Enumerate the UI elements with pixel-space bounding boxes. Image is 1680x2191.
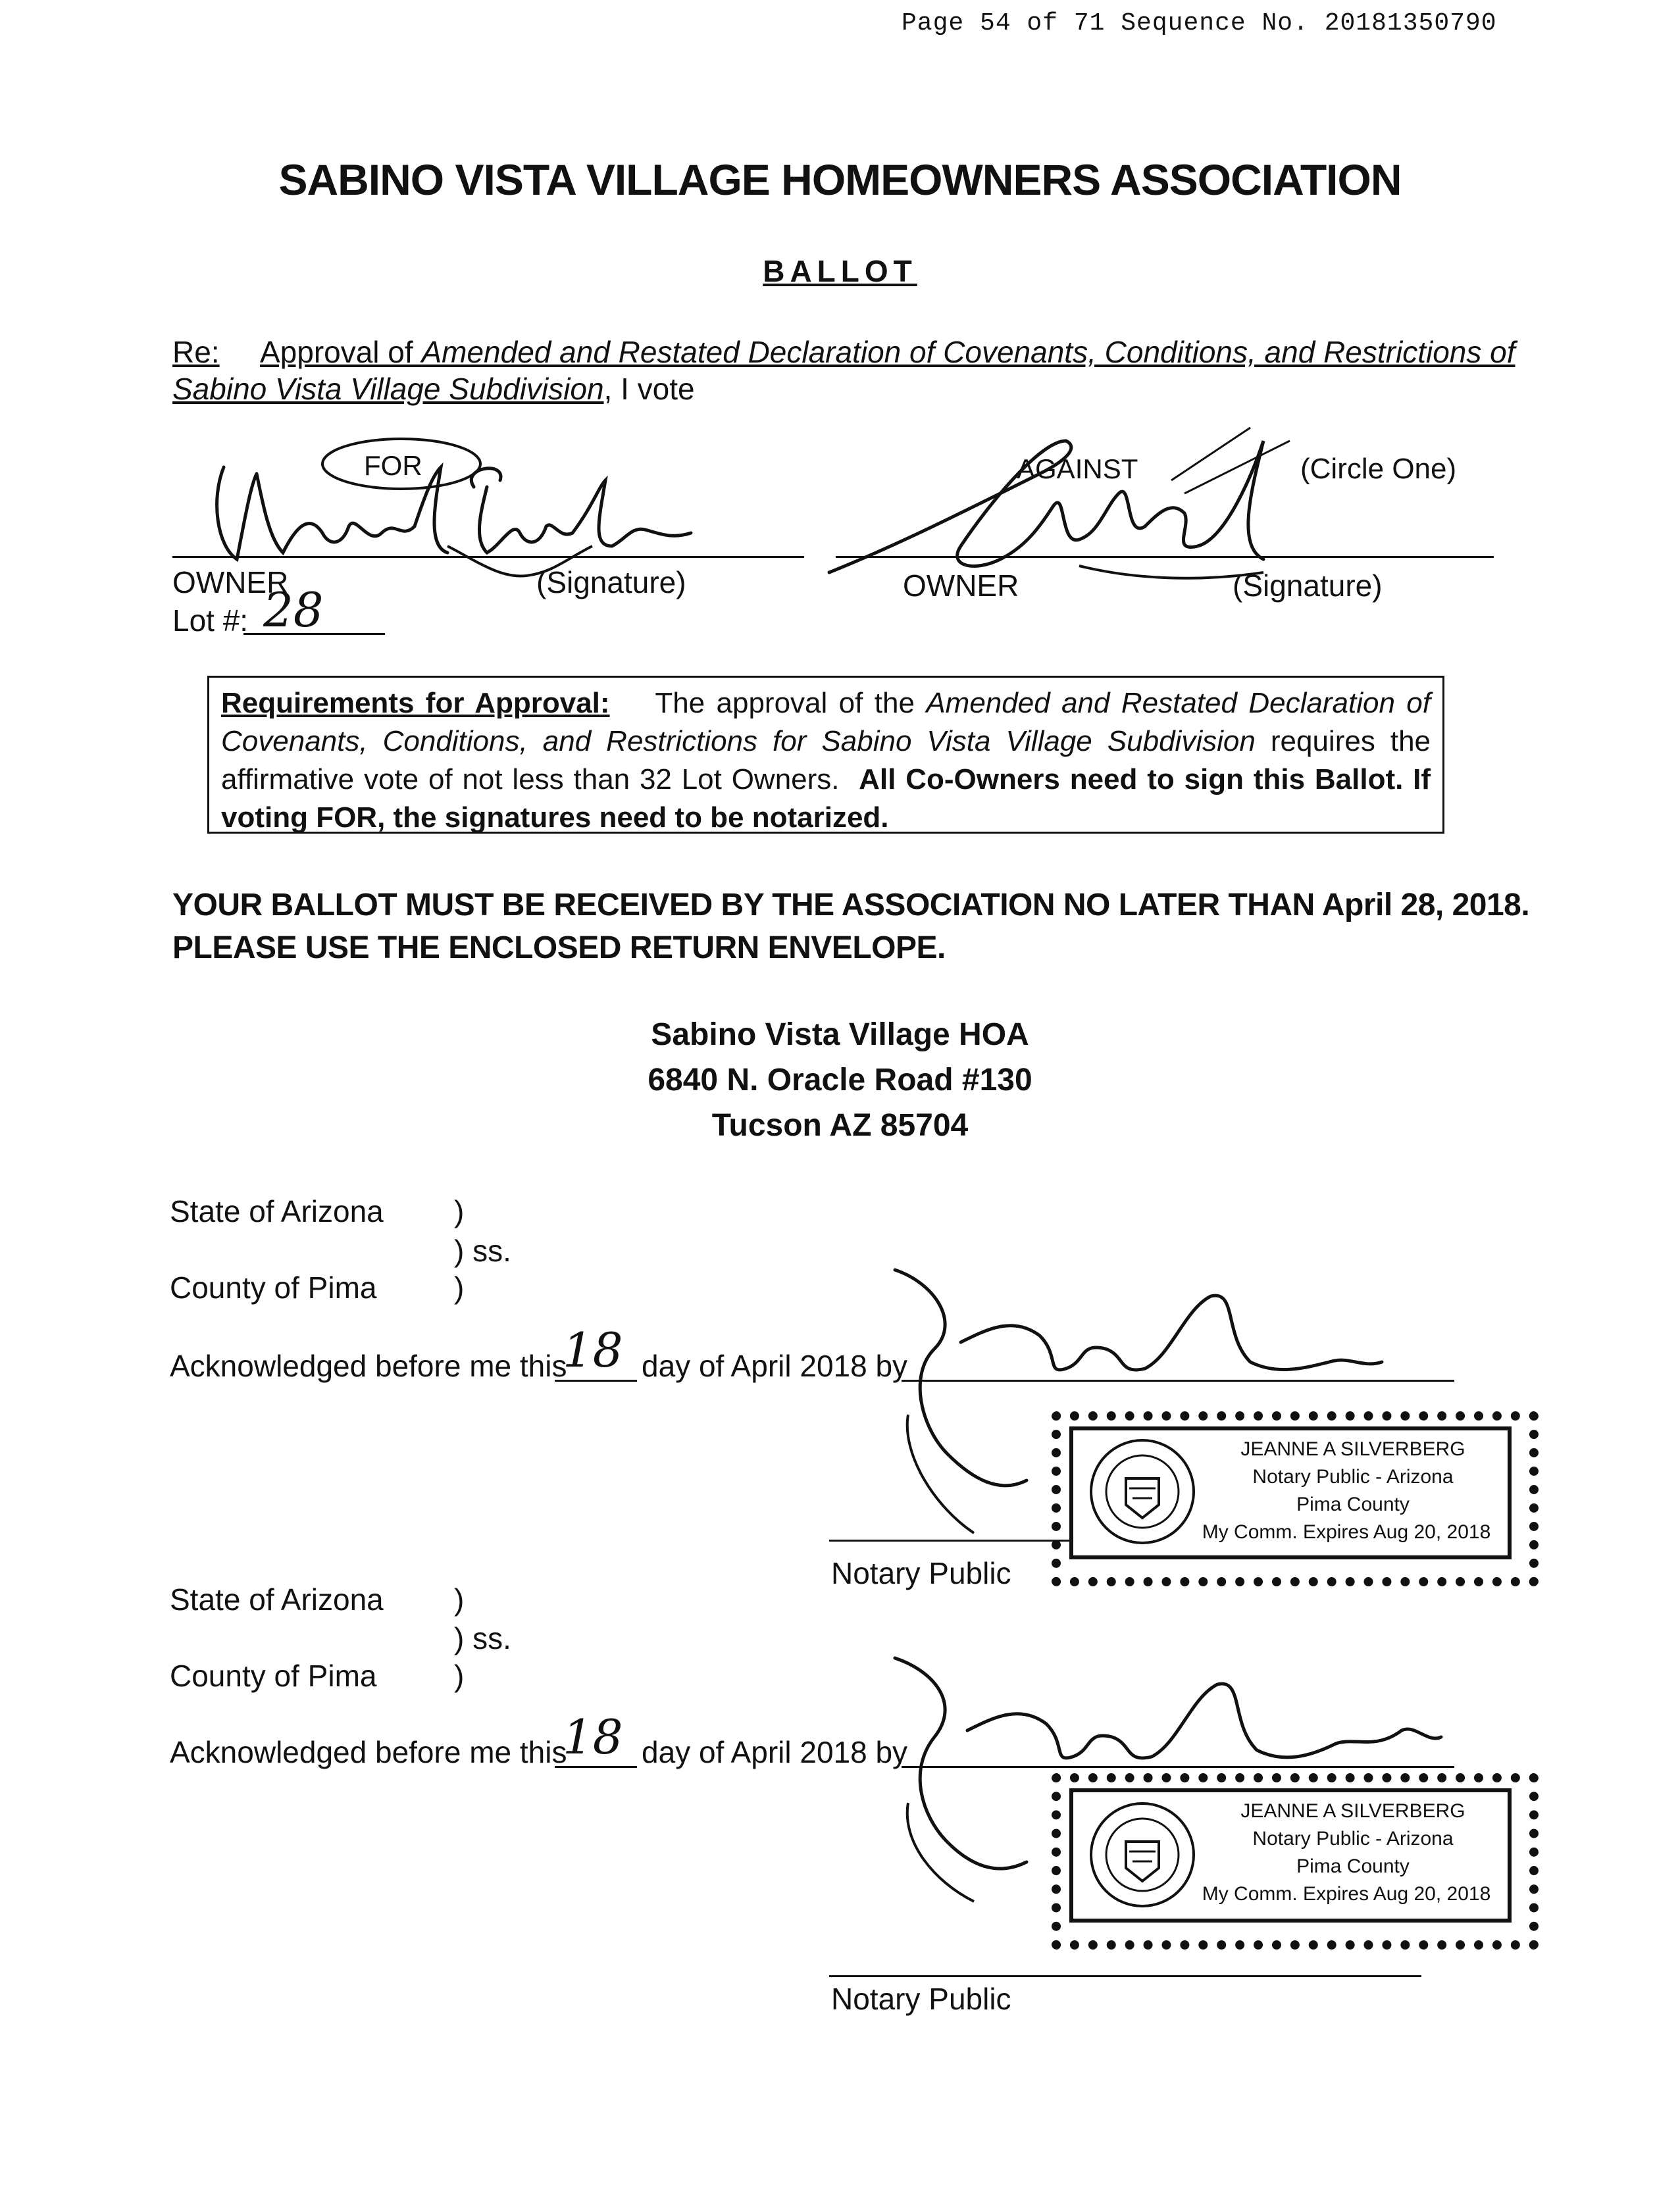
- notary1-stamp-name: JEANNE A SILVERBERG: [1240, 1438, 1465, 1460]
- deadline-line-1: YOUR BALLOT MUST BE RECEIVED BY THE ASSOCIATION NO LATER THAN April 28, 2018.: [172, 888, 1530, 922]
- notary2-ack-before: Acknowledged before me this: [170, 1735, 567, 1769]
- owner-label-2: OWNER: [903, 568, 1019, 603]
- signature-label-2: (Signature): [1233, 568, 1383, 603]
- notary2-state: State of Arizona: [170, 1582, 384, 1617]
- re-line-1: [172, 334, 1515, 370]
- notary1-day-line: [555, 1380, 637, 1382]
- signature-label-1: (Signature): [536, 565, 686, 599]
- notary2-public-line: [829, 1975, 1421, 1977]
- address-street: 6840 N. Oracle Road #130: [648, 1063, 1032, 1097]
- notary1-ack-after: day of April 2018 by: [642, 1349, 908, 1383]
- notary2-paren2: ): [454, 1659, 465, 1693]
- requirements-heading: Requirements for Approval:: [221, 687, 610, 719]
- notary1-public-label: Notary Public: [831, 1556, 1011, 1590]
- re-line-2: [172, 370, 695, 407]
- re-text-italic: Amended and Restated Declaration of Covenants, Conditions, and Restrictions of: [421, 335, 1515, 369]
- notary1-ack-before: Acknowledged before me this: [170, 1349, 567, 1383]
- notary1-stamp-expires: My Comm. Expires Aug 20, 2018: [1202, 1521, 1491, 1543]
- notary2-day-value: 18: [563, 1709, 623, 1765]
- notary2-seal-icon: [1086, 1799, 1198, 1911]
- against-label: AGAINST: [1017, 453, 1138, 484]
- lot-label: Lot #:: [172, 603, 249, 638]
- notary1-paren2: ): [454, 1271, 465, 1305]
- notary2-stamp-name: JEANNE A SILVERBERG: [1240, 1800, 1465, 1822]
- circle-one-label: (Circle One): [1300, 453, 1457, 485]
- notary2-ack-after: day of April 2018 by: [642, 1735, 908, 1769]
- notary1-state: State of Arizona: [170, 1194, 384, 1228]
- notary1-stamp-county: Pima County: [1296, 1494, 1410, 1515]
- notary2-paren1: ): [454, 1582, 465, 1617]
- ballot-heading: BALLOT: [763, 254, 917, 288]
- notary2-day-line: [555, 1766, 637, 1768]
- notary2-county: County of Pima: [170, 1659, 377, 1693]
- re-text-plain: Approval of: [259, 335, 422, 369]
- requirements-box: [207, 676, 1444, 834]
- address-city: Tucson AZ 85704: [711, 1108, 969, 1143]
- notary1-seal-icon: [1086, 1436, 1198, 1548]
- re-subdivision: Sabino Vista Village Subdivision: [172, 372, 604, 406]
- lot-value: 28: [263, 582, 324, 638]
- requirements-p4: All Co-Owners need to sign this Ballot. If voting FOR, the signatures need to be notarized.: [221, 763, 1431, 834]
- address-name: Sabino Vista Village HOA: [651, 1017, 1029, 1052]
- notary1-stamp-title: Notary Public - Arizona: [1252, 1466, 1454, 1488]
- notary1-county: County of Pima: [170, 1271, 377, 1305]
- notary1-stamp: [1069, 1426, 1512, 1559]
- requirements-p3: requires the affirmative vote of not less than 32 Lot Owners.: [221, 725, 1431, 795]
- notary2-ss: ) ss.: [454, 1621, 511, 1655]
- notary2-stamp-title: Notary Public - Arizona: [1252, 1828, 1454, 1850]
- deadline-line-2: PLEASE USE THE ENCLOSED RETURN ENVELOPE.: [172, 930, 946, 965]
- notary1-paren1: ): [454, 1194, 465, 1228]
- document-title: SABINO VISTA VILLAGE HOMEOWNERS ASSOCIATION: [278, 155, 1402, 204]
- notary2-stamp-county: Pima County: [1296, 1855, 1410, 1877]
- re-label: Re:: [172, 335, 220, 369]
- requirements-p2: Amended and Restated Declaration of Covenants, Conditions, and Restrictions for Sabino Vista Village Subdivision: [221, 687, 1431, 757]
- notary1-ss: ) ss.: [454, 1234, 511, 1268]
- owner-label-1: OWNER: [172, 565, 289, 599]
- notary2-stamp-expires: My Comm. Expires Aug 20, 2018: [1202, 1883, 1491, 1905]
- for-label: FOR: [364, 450, 422, 481]
- requirements-p1: The approval of the: [655, 687, 915, 719]
- re-i-vote: , I vote: [603, 372, 695, 406]
- notary1-day-value: 18: [563, 1322, 623, 1378]
- notary2-stamp: [1069, 1788, 1512, 1923]
- page-header: Page 54 of 71 Sequence No. 20181350790: [902, 9, 1497, 38]
- notary2-public-label: Notary Public: [831, 1982, 1011, 2016]
